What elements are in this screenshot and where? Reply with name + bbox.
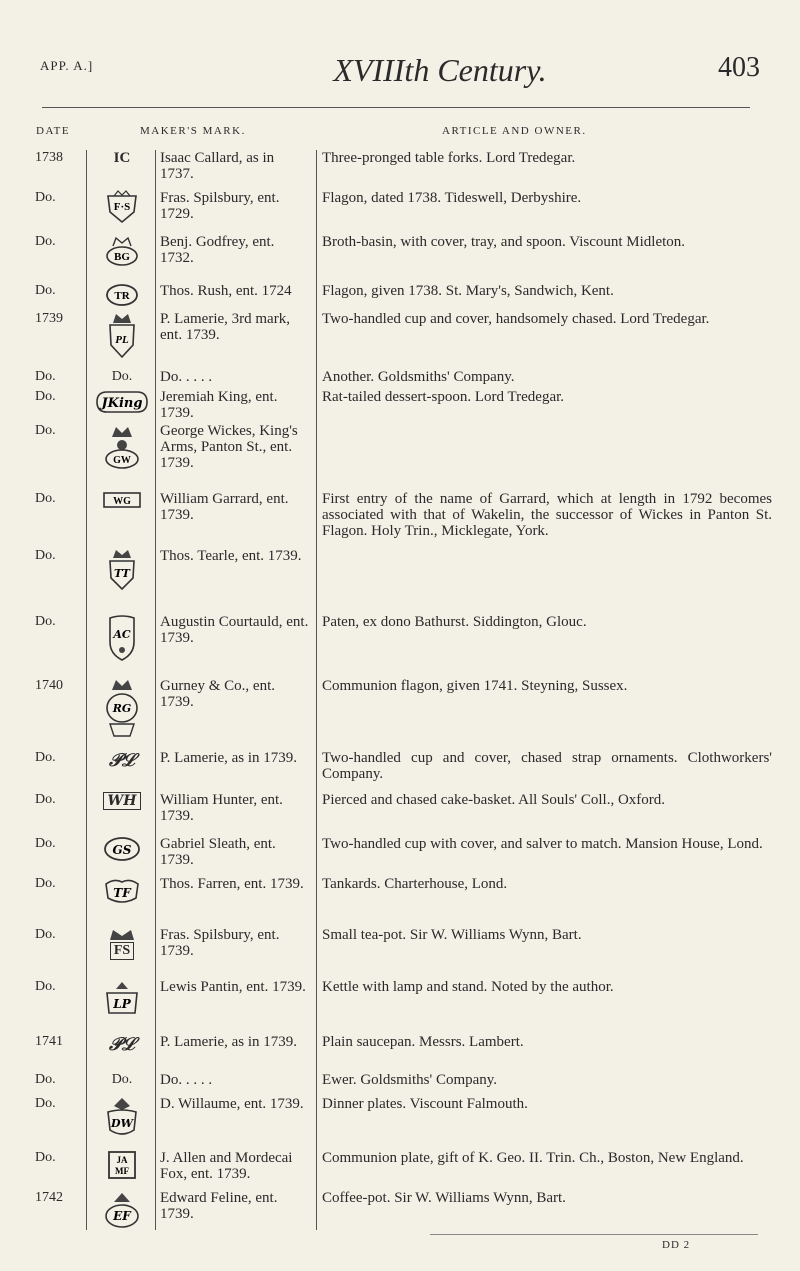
article-cell: Two-handled cup and cover, chased strap ornaments. Clothworkers' Company. bbox=[322, 750, 772, 782]
date-cell: Do. bbox=[35, 234, 56, 249]
maker-cell: P. Lamerie, 3rd mark, ent. 1739. bbox=[160, 311, 290, 343]
date-cell: 1738 bbox=[35, 150, 63, 165]
crowned-pl-shield-mark-icon bbox=[92, 311, 152, 361]
maker-cell: J. Allen and Mordecai Fox, ent. 1739. bbox=[160, 1150, 293, 1182]
article-cell: Flagon, given 1738. St. Mary's, Sandwich, Kent. bbox=[322, 283, 614, 299]
maker-mark: 𝒫ℒ bbox=[108, 1034, 136, 1055]
svg-text:LP: LP bbox=[113, 997, 131, 1011]
date-cell: Do. bbox=[35, 190, 56, 205]
date-cell: Do. bbox=[35, 792, 56, 807]
date-cell: Do. bbox=[35, 389, 56, 404]
maker-cell: Fras. Spilsbury, ent. 1729. bbox=[160, 190, 280, 222]
maker-cell: Thos. Farren, ent. 1739. bbox=[160, 876, 304, 892]
maker-cell: Do. . . . . bbox=[160, 1072, 213, 1088]
svg-text:TR: TR bbox=[114, 290, 130, 302]
svg-text:MF: MF bbox=[115, 1166, 129, 1176]
maker-mark: 𝒫ℒ bbox=[108, 750, 136, 771]
date-cell: Do. bbox=[35, 1096, 56, 1111]
date-cell: Do. bbox=[35, 1150, 56, 1165]
ac-shield-mark-icon bbox=[92, 614, 152, 664]
maker-cell: Benj. Godfrey, ent. 1732. bbox=[160, 234, 275, 266]
svg-text:BG: BG bbox=[114, 251, 130, 263]
maker-cell: William Hunter, ent. 1739. bbox=[160, 792, 283, 824]
page-number: 403 bbox=[718, 52, 760, 83]
article-cell: Paten, ex dono Bathurst. Siddington, Glouc. bbox=[322, 614, 587, 630]
svg-text:WG: WG bbox=[113, 496, 131, 507]
column-header-date: DATE bbox=[36, 125, 71, 137]
date-cell: Do. bbox=[35, 836, 56, 851]
svg-text:EF: EF bbox=[113, 1209, 131, 1223]
article-cell: Another. Goldsmiths' Company. bbox=[322, 369, 515, 385]
lp-mark-icon bbox=[92, 979, 152, 1019]
running-head bbox=[40, 52, 760, 102]
maker-cell: George Wickes, King's Arms, Panton St., ent. 1739. bbox=[160, 423, 298, 471]
column-header-article: ARTICLE AND OWNER. bbox=[442, 125, 587, 137]
article-cell: Plain saucepan. Messrs. Lambert. bbox=[322, 1034, 524, 1050]
maker-cell: Edward Feline, ent. 1739. bbox=[160, 1190, 278, 1222]
svg-text:TT: TT bbox=[114, 567, 130, 580]
article-cell: Coffee-pot. Sir W. Williams Wynn, Bart. bbox=[322, 1190, 566, 1206]
svg-text:TF: TF bbox=[113, 886, 131, 900]
tr-oval-mark-icon bbox=[92, 283, 152, 307]
date-cell: Do. bbox=[35, 1072, 56, 1087]
dw-mark-icon bbox=[92, 1096, 152, 1140]
maker-cell: Augustin Courtauld, ent. 1739. bbox=[160, 614, 309, 646]
maker-cell: Lewis Pantin, ent. 1739. bbox=[160, 979, 306, 995]
footer-rule bbox=[430, 1234, 758, 1235]
maker-cell: Thos. Tearle, ent. 1739. bbox=[160, 548, 302, 564]
maker-mark bbox=[92, 792, 152, 810]
date-cell: 1742 bbox=[35, 1190, 63, 1205]
maker-cell: P. Lamerie, as in 1739. bbox=[160, 750, 298, 766]
svg-text:GS: GS bbox=[112, 843, 132, 857]
svg-text:PL: PL bbox=[115, 334, 129, 346]
article-cell: Three-pronged table forks. Lord Tredegar. bbox=[322, 150, 576, 166]
date-cell: Do. bbox=[35, 283, 56, 298]
maker-cell: D. Willaume, ent. 1739. bbox=[160, 1096, 304, 1112]
svg-text:DW: DW bbox=[111, 1117, 133, 1130]
wh-mark-text: WH bbox=[103, 792, 142, 810]
maker-mark: Do. bbox=[111, 369, 133, 384]
maker-cell: Jeremiah King, ent. 1739. bbox=[160, 389, 278, 421]
header-rule bbox=[42, 107, 750, 108]
crowned-tt-mark-icon bbox=[92, 548, 152, 592]
date-cell: Do. bbox=[35, 876, 56, 891]
date-cell: Do. bbox=[35, 491, 56, 506]
svg-text:F·S: F·S bbox=[113, 201, 131, 213]
date-cell: 1740 bbox=[35, 678, 63, 693]
article-cell: Two-handled cup with cover, and salver to match. Mansion House, Lond. bbox=[322, 836, 763, 852]
gs-oval-mark-icon bbox=[92, 836, 152, 862]
svg-text:JKing: JKing bbox=[101, 396, 143, 411]
jk-script-cartouche-mark-icon bbox=[92, 389, 152, 415]
column-divider bbox=[316, 150, 317, 1230]
article-cell: Small tea-pot. Sir W. Williams Wynn, Bart. bbox=[322, 927, 582, 943]
ja-mf-mark-icon bbox=[92, 1150, 152, 1180]
crowned-gw-mark-icon bbox=[92, 423, 152, 473]
svg-text:RG: RG bbox=[112, 702, 132, 715]
article-cell: Tankards. Charterhouse, Lond. bbox=[322, 876, 508, 892]
date-cell: Do. bbox=[35, 927, 56, 942]
column-divider bbox=[86, 150, 87, 1230]
maker-cell: P. Lamerie, as in 1739. bbox=[160, 1034, 298, 1050]
date-cell: 1739 bbox=[35, 311, 63, 326]
date-cell: Do. bbox=[35, 750, 56, 765]
maker-cell: Gabriel Sleath, ent. 1739. bbox=[160, 836, 276, 868]
maker-mark: IC bbox=[113, 150, 131, 166]
svg-text:AC: AC bbox=[113, 628, 131, 641]
page-title: XVIIIth Century. bbox=[333, 52, 547, 88]
svg-text:JA: JA bbox=[116, 1155, 128, 1165]
maker-mark bbox=[92, 927, 152, 960]
article-cell: Dinner plates. Viscount Falmouth. bbox=[322, 1096, 528, 1112]
article-cell: Two-handled cup and cover, handsomely chased. Lord Tredegar. bbox=[322, 311, 710, 327]
wg-rectangle-mark-icon bbox=[92, 491, 152, 509]
tf-mark-icon bbox=[92, 876, 152, 906]
date-cell: Do. bbox=[35, 369, 56, 384]
article-cell: Rat-tailed dessert-spoon. Lord Tredegar. bbox=[322, 389, 565, 405]
article-cell: First entry of the name of Garrard, which at length in 1792 becomes associated with that of Wakelin, the successor of Wickes in Panton St. Flagon. Holy Trin., Micklegate, York. bbox=[322, 491, 772, 539]
article-cell: Communion plate, gift of K. Geo. II. Trin. Ch., Boston, New England. bbox=[322, 1150, 744, 1166]
crowned-gurney-mark-icon bbox=[92, 678, 152, 740]
svg-text:GW: GW bbox=[113, 455, 131, 466]
column-header-maker: MAKER'S MARK. bbox=[140, 125, 246, 137]
ef-mark-icon bbox=[92, 1190, 152, 1230]
maker-cell: Isaac Callard, as in 1737. bbox=[160, 150, 275, 182]
article-cell: Pierced and chased cake-basket. All Souls' Coll., Oxford. bbox=[322, 792, 666, 808]
date-cell: Do. bbox=[35, 548, 56, 563]
date-cell: Do. bbox=[35, 614, 56, 629]
crown-icon bbox=[104, 927, 140, 941]
article-cell: Broth-basin, with cover, tray, and spoon. Viscount Midleton. bbox=[322, 234, 686, 250]
article-cell: Ewer. Goldsmiths' Company. bbox=[322, 1072, 498, 1088]
crowned-shield-fs-mark-icon bbox=[92, 190, 152, 224]
maker-mark: Do. bbox=[111, 1072, 133, 1087]
date-cell: 1741 bbox=[35, 1034, 63, 1049]
date-cell: Do. bbox=[35, 423, 56, 438]
crowned-bg-oval-mark-icon bbox=[92, 234, 152, 268]
signature-mark: DD 2 bbox=[662, 1239, 691, 1251]
column-divider bbox=[155, 150, 156, 1230]
maker-cell: Do. . . . . bbox=[160, 369, 213, 385]
maker-cell: William Garrard, ent. 1739. bbox=[160, 491, 289, 523]
date-cell: Do. bbox=[35, 979, 56, 994]
maker-cell: Thos. Rush, ent. 1724 bbox=[160, 283, 292, 299]
article-cell: Flagon, dated 1738. Tideswell, Derbyshire. bbox=[322, 190, 582, 206]
fs-mark-text: FS bbox=[110, 942, 134, 960]
appendix-label: APP. A.] bbox=[40, 58, 94, 73]
article-cell: Kettle with lamp and stand. Noted by the author. bbox=[322, 979, 614, 995]
article-cell: Communion flagon, given 1741. Steyning, Sussex. bbox=[322, 678, 628, 694]
maker-cell: Fras. Spilsbury, ent. 1739. bbox=[160, 927, 280, 959]
maker-cell: Gurney & Co., ent. 1739. bbox=[160, 678, 275, 710]
